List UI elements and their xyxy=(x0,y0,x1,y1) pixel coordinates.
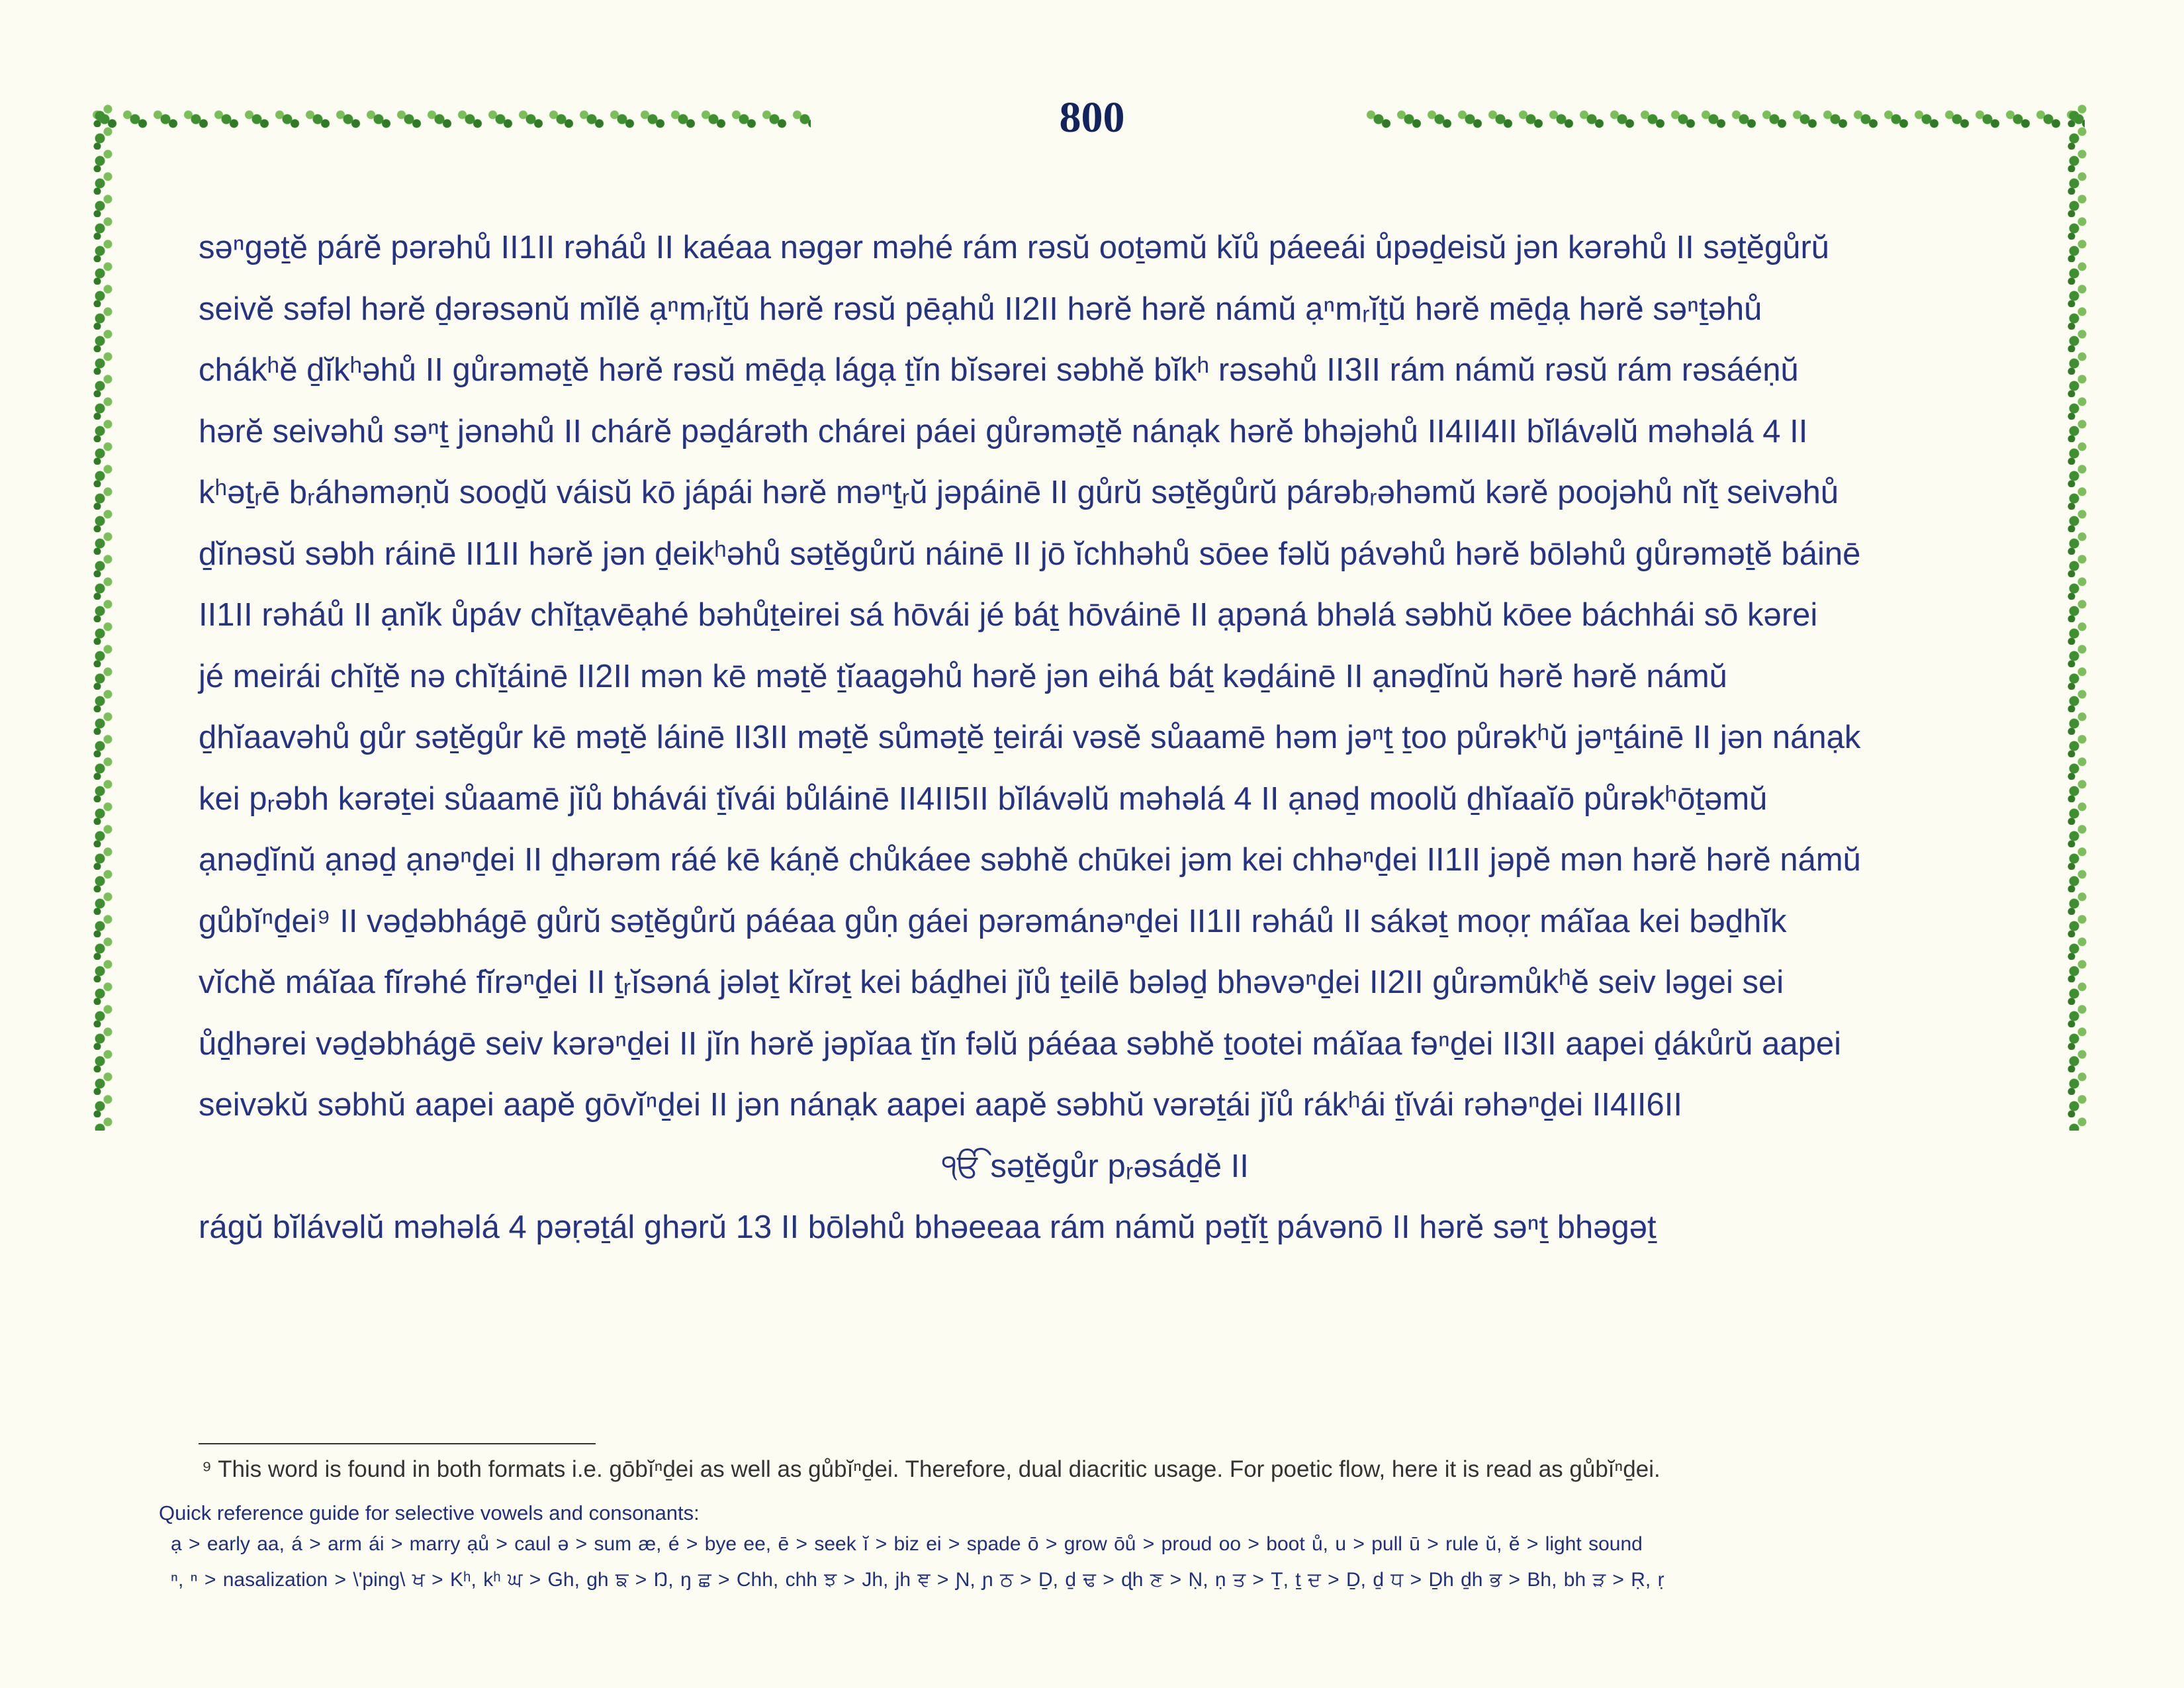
decorative-border-right xyxy=(2064,105,2090,1131)
text-line: ḏhĭaavəhů gůr səṯĕgůr kē məṯĕ láinē II3II məṯĕ sůməṯĕ ṯeirái vəsĕ sůaamē həm jəⁿṯ ṯoo půrəkʰŭ jəⁿṯáinē II jən nánạk xyxy=(199,720,1861,755)
quick-reference-title: Quick reference guide for selective vowels and consonants: xyxy=(159,1501,700,1524)
text-line: seivĕ səfəl hərĕ ḏərəsənŭ mĭlĕ ạⁿmᵣĭṯŭ hərĕ rəsŭ pēạhů II2II hərĕ hərĕ námŭ ạⁿmᵣĭṯŭ hərĕ mēḏạ hərĕ səⁿṯəhů xyxy=(199,291,1762,327)
text-line: səⁿgəṯĕ párĕ pərəhů II1II rəháů II kaéaa nəgər məhé rám rəsŭ ooṯəmŭ kĭů páeeái ůpəḏeisŭ jən kərəhů II səṯĕgůrŭ xyxy=(199,230,1830,265)
text-line: kei pᵣəbh kərəṯei sůaamē jĭů bhávái ṯĭvái bůláinē II4II5II bĭlávəlŭ məhəlá 4 II ạnəḏ moolŭ ḏhĭaaĭō půrəkʰōṯəmŭ xyxy=(199,780,1768,817)
decorative-border-left xyxy=(89,105,116,1131)
quick-reference-vowels: ạ > early aa, á > arm ái > marry ạů > caul ə > sum æ, é > bye ee, ē > seek ĭ > biz ei > spade ō > grow ōů > proud oo > boot ů, u > pull ū > rule ŭ, ĕ > light sound xyxy=(171,1533,1643,1555)
footnote-divider xyxy=(199,1443,596,1444)
section-heading: ੴ səṯĕgůr pᵣəsáḏĕ II xyxy=(942,1148,1249,1184)
text-line: rágŭ bĭlávəlŭ məhəlá 4 pəṛəṯál ghərŭ 13 II bōləhů bhəeeaa rám námŭ pəṯĭṯ pávənō II hərĕ səⁿṯ bhəgəṯ xyxy=(199,1209,1657,1245)
footnote: ⁹ This word is found in both formats i.e. gōbĭⁿḏei as well as gůbĭⁿḏei. Therefore, dual diacritic usage. For poetic flow, here it is read as gůbĭⁿḏei. xyxy=(202,1456,1661,1482)
transliteration-body xyxy=(199,217,1992,1258)
quick-reference-consonants: ⁿ, ⁿ > nasalization > \'ping\ ਖ > Kʰ, kʰ ਘ > Gh, gh ਙ > Ŋ, ŋ ਛ > Chh, chh ਝ > Jh, jh ਞ > Ɲ, ɲ ਠ > Ḏ, ḏ ਢ > ɖh ਣ > Ṇ, ṇ ਤ > Ṯ, ṯ ਦ > Ḏ, ḏ ਧ > Ḏh ḏh ਭ > Bh, bh ੜ > Ṛ, ṛ xyxy=(171,1569,1664,1591)
text-line: chákʰĕ ḏĭkʰəhů II gůrəməṯĕ hərĕ rəsŭ mēḏạ lágạ ṯĭn bĭsərei səbhĕ bĭkʰ rəsəhů II3II rám námŭ rəsŭ rám rəsáéṇŭ xyxy=(199,352,1799,388)
page-number: 800 xyxy=(1059,93,1125,142)
text-line: kʰəṯᵣē bᵣáhəməṇŭ sooḏŭ váisŭ kō jápái hərĕ məⁿṯᵣŭ jəpáinē II gůrŭ səṯĕgůrŭ párəbᵣəhəmŭ kərĕ poojəhů nĭṯ seivəhů xyxy=(199,475,1839,510)
text-line: hərĕ seivəhů səⁿṯ jənəhů II chárĕ pəḏárəth chárei páei gůrəməṯĕ nánạk hərĕ bhəjəhů II4II4II bĭlávəlŭ məhəlá 4 II xyxy=(199,413,1808,449)
text-line: seivəkŭ səbhŭ aapei aapĕ gōvĭⁿḏei II jən nánạk aapei aapĕ səbhŭ vərəṯái jĭů rákʰái ṯĭvái rəhəⁿḏei II4II6II xyxy=(199,1087,1682,1123)
text-line: ḏĭnəsŭ səbh ráinē II1II hərĕ jən ḏeikʰəhů səṯĕgůrŭ náinē II jō ĭchhəhů sōee fəlŭ pávəhů hərĕ bōləhů gůrəməṯĕ báinē xyxy=(199,536,1861,572)
decorative-border-top-left xyxy=(89,105,811,134)
text-line: vĭchĕ máĭaa fĭrəhé fĭrəⁿḏei II ṯᵣĭsəná jələṯ kĭrəṯ kei báḏhei jĭů ṯeilē bələḏ bhəvəⁿḏei II2II gůrəmůkʰĕ seiv ləgei sei xyxy=(199,964,1784,1000)
text-line: ạnəḏĭnŭ ạnəḏ ạnəⁿḏei II ḏhərəm ráé kē káṇĕ chůkáee səbhĕ chūkei jəm kei chhəⁿḏei II1II jəpĕ mən hərĕ hərĕ námŭ xyxy=(199,842,1861,878)
text-line: jé meirái chĭṯĕ nə chĭṯáinē II2II mən kē məṯĕ ṯĭaagəhů hərĕ jən eihá báṯ kəḏáinē II ạnəḏĭnŭ hərĕ hərĕ námŭ xyxy=(199,658,1727,694)
decorative-border-top-right xyxy=(1363,105,2085,134)
text-line: ůḏhərei vəḏəbhágē seiv kərəⁿḏei II jĭn hərĕ jəpĭaa ṯĭn fəlŭ páéaa səbhĕ ṯootei máĭaa fəⁿḏei II3II aapei ḏákůrŭ aapei xyxy=(199,1025,1842,1062)
text-line: II1II rəháů II ạnĭk ůpáv chĭṯạvēạhé bəhůṯeirei sá hōvái jé báṯ hōváinē II ạpəná bhəlá səbhŭ kōee báchhái sō kərei xyxy=(199,597,1818,633)
text-line: gůbĭⁿḏei⁹ II vəḏəbhágē gůrŭ səṯĕgůrŭ páéaa gůṇ gáei pərəmánəⁿḏei II1II rəháů II sákəṯ moọṛ máĭaa kei bəḏhĭk xyxy=(199,903,1787,939)
